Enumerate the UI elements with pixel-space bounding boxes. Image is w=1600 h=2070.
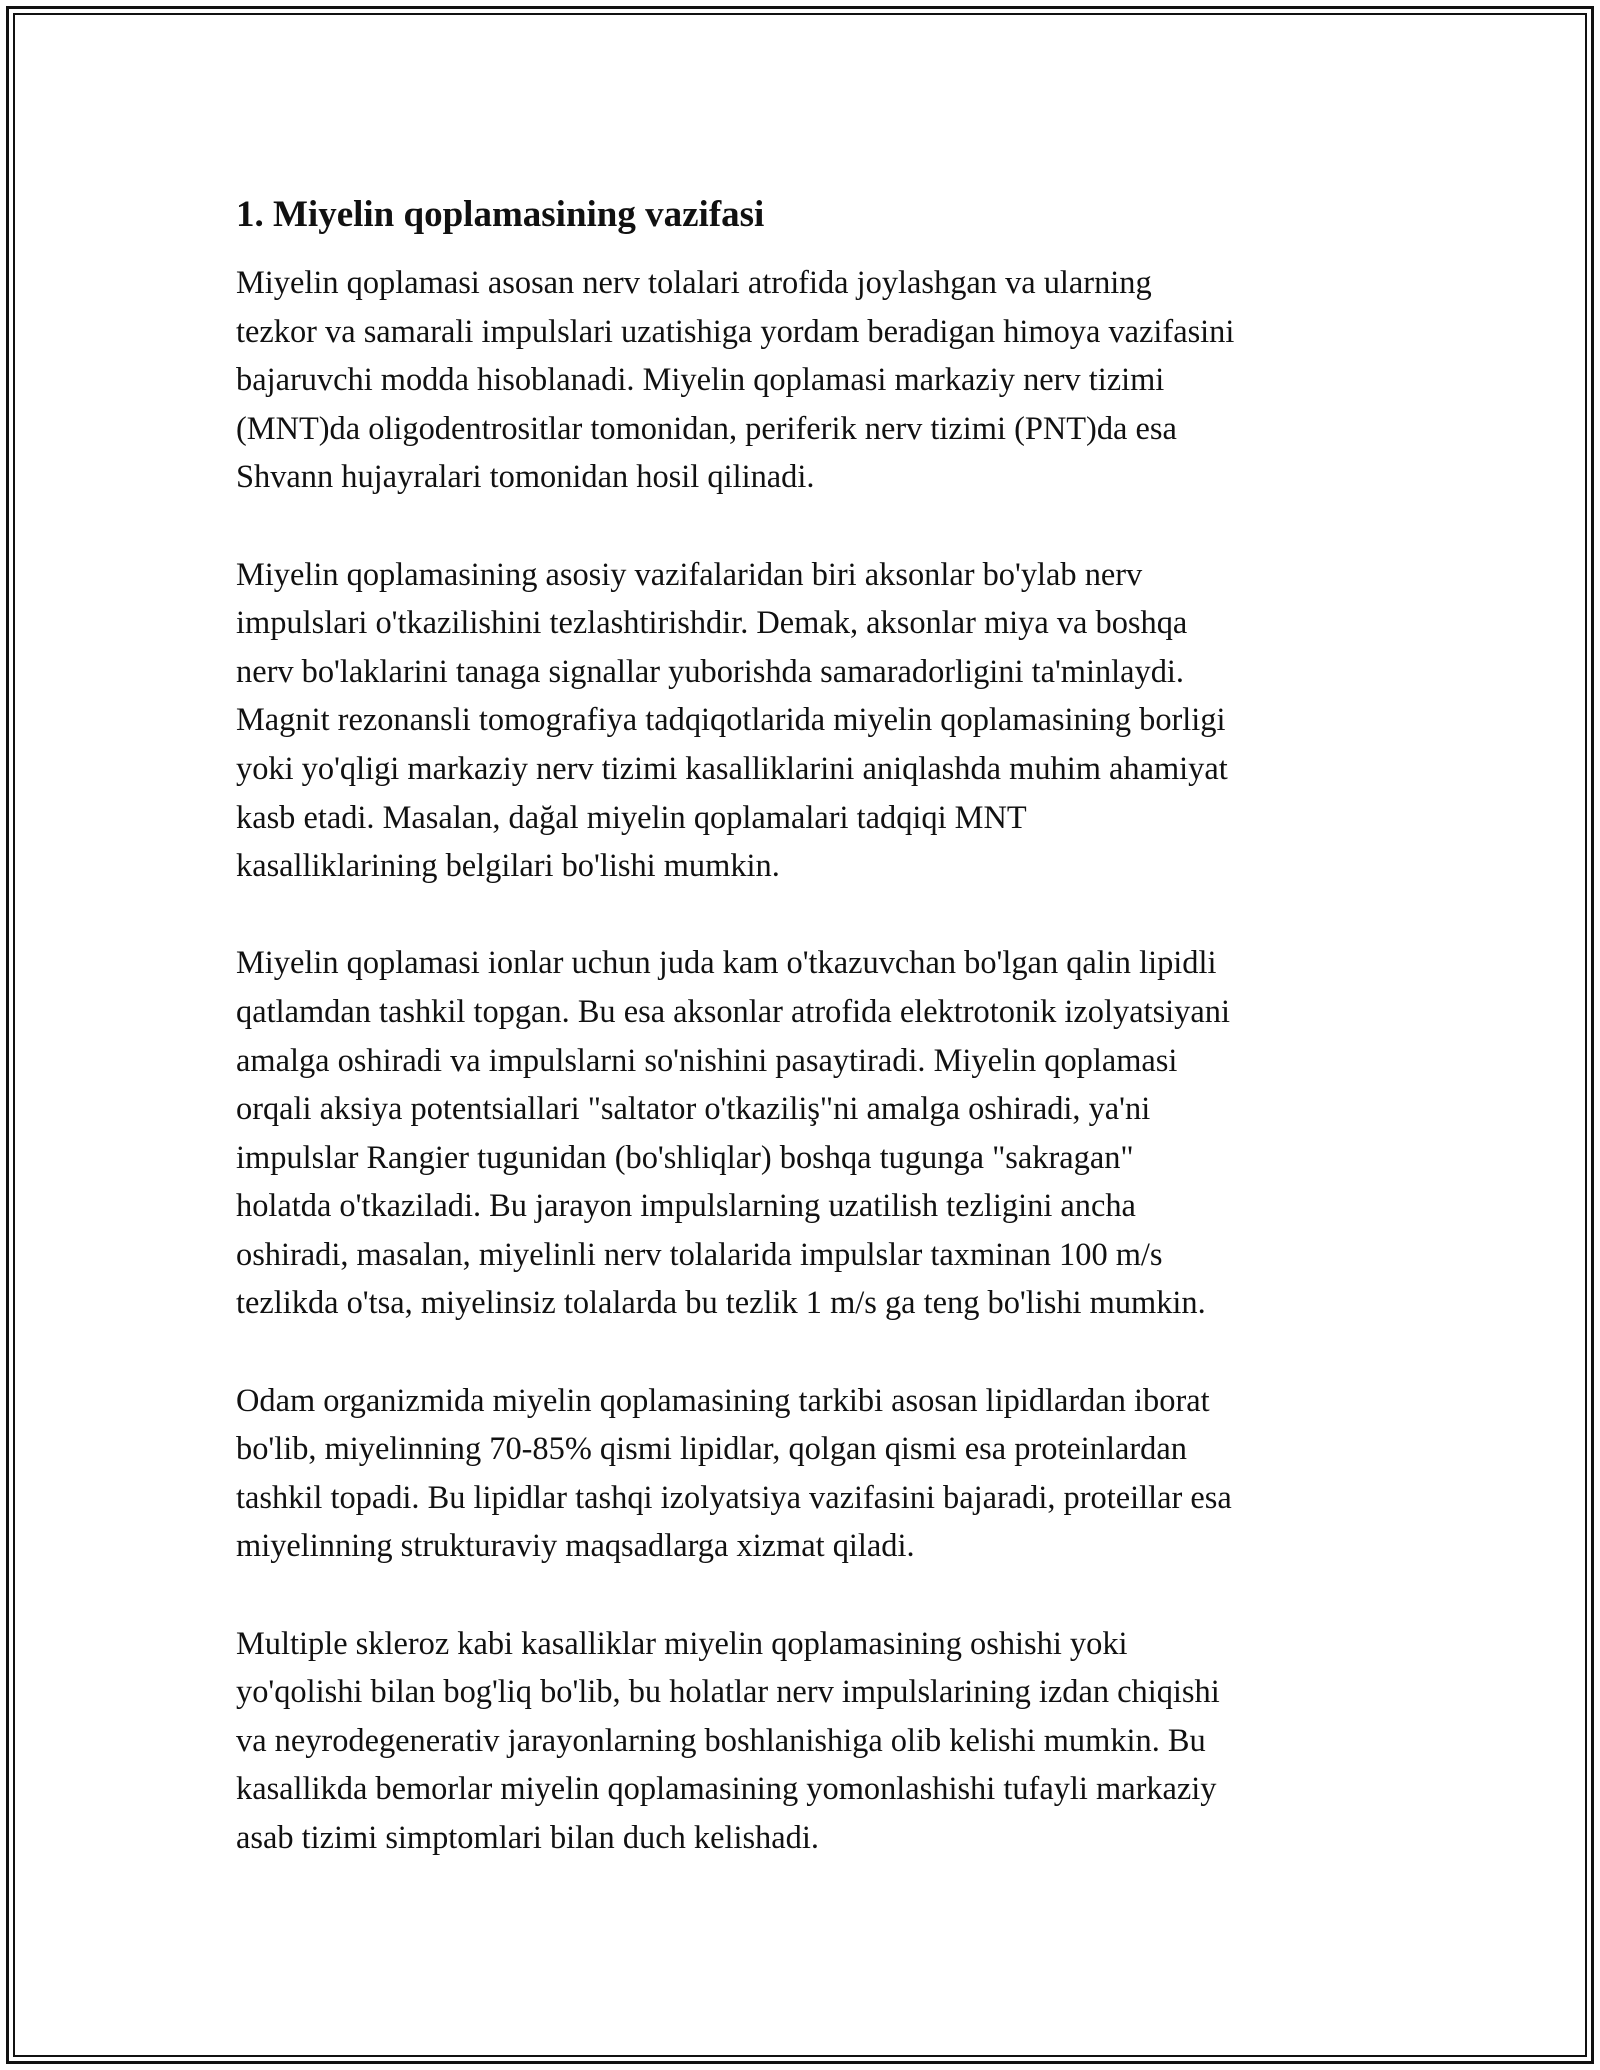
paragraph-line: amalga oshiradi va impulslarni so'nishini pasaytiradi. Miyelin qoplamasi — [236, 1042, 1178, 1079]
paragraph-line: bo'lib, miyelinning 70-85% qismi lipidlar, qolgan qismi esa proteinlardan — [236, 1431, 1187, 1468]
section-heading: 1. Miyelin qoplamasining vazifasi — [236, 194, 765, 235]
paragraph-line: impulslari o'tkazilishini tezlashtirishdir. Demak, aksonlar miya va boshqa — [236, 605, 1188, 642]
paragraph-line: bajaruvchi modda hisoblanadi. Miyelin qoplamasi markaziy nerv tizimi — [236, 362, 1165, 399]
paragraph-line: kasallikda bemorlar miyelin qoplamasining yomonlashishi tufayli markaziy — [236, 1771, 1217, 1808]
paragraph-line: tezlikda o'tsa, miyelinsiz tolalarda bu tezlik 1 m/s ga teng bo'lishi mumkin. — [236, 1285, 1206, 1322]
paragraph-line: tezkor va samarali impulslari uzatishiga yordam beradigan himoya vazifasini — [236, 313, 1235, 350]
paragraph-4 — [236, 1377, 1386, 1571]
paragraph-line: impulslar Rangier tugunidan (bo'shliqlar) boshqa tugunga "sakragan" — [236, 1139, 1134, 1176]
paragraph-line: (MNT)da oligodentrositlar tomonidan, periferik nerv tizimi (PNT)da esa — [236, 410, 1177, 447]
paragraph-line: tashkil topadi. Bu lipidlar tashqi izolyatsiya vazifasini bajaradi, proteillar esa — [236, 1479, 1232, 1516]
paragraph-line: Odam organizmida miyelin qoplamasining tarkibi asosan lipidlardan iborat — [236, 1382, 1210, 1419]
document-body — [236, 180, 1386, 1911]
paragraph-line: Magnit rezonansli tomografiya tadqiqotlarida miyelin qoplamasining borligi — [236, 702, 1226, 739]
paragraph-3 — [236, 939, 1386, 1328]
paragraph-line: holatda o'tkaziladi. Bu jarayon impulslarning uzatilish tezligini ancha — [236, 1188, 1136, 1225]
paragraph-2 — [236, 551, 1386, 891]
paragraph-line: Miyelin qoplamasi ionlar uchun juda kam o'tkazuvchan bo'lgan qalin lipidli — [236, 945, 1217, 982]
paragraph-line: Miyelin qoplamasining asosiy vazifalaridan biri aksonlar bo'ylab nerv — [236, 556, 1143, 593]
paragraph-line: qatlamdan tashkil topgan. Bu esa aksonlar atrofida elektrotonik izolyatsiyani — [236, 993, 1230, 1030]
paragraph-1 — [236, 259, 1386, 502]
paragraph-line: Multiple skleroz kabi kasalliklar miyelin qoplamasining oshishi yoki — [236, 1625, 1128, 1662]
paragraph-line: va neyrodegenerativ jarayonlarning boshlanishiga olib kelishi mumkin. Bu — [236, 1722, 1206, 1759]
paragraph-line: yo'qolishi bilan bog'liq bo'lib, bu holatlar nerv impulslarining izdan chiqishi — [236, 1674, 1220, 1711]
paragraph-line: yoki yo'qligi markaziy nerv tizimi kasalliklarini aniqlashda muhim ahamiyat — [236, 750, 1228, 787]
paragraph-line: nerv bo'laklarini tanaga signallar yuborishda samaradorligini ta'minlaydi. — [236, 653, 1185, 690]
paragraph-line: Miyelin qoplamasi asosan nerv tolalari atrofida joylashgan va ularning — [236, 265, 1152, 301]
paragraph-line: kasalliklarining belgilari bo'lishi mumkin. — [236, 848, 780, 885]
paragraph-line: Shvann hujayralari tomonidan hosil qilinadi. — [236, 459, 815, 496]
paragraph-line: oshiradi, masalan, miyelinli nerv tolalarida impulslar taxminan 100 m/s — [236, 1236, 1163, 1273]
paragraph-line: miyelinning strukturaviy maqsadlarga xizmat qiladi. — [236, 1528, 915, 1565]
paragraph-line: asab tizimi simptomlari bilan duch kelishadi. — [236, 1820, 819, 1856]
paragraph-line: kasb etadi. Masalan, dağal miyelin qoplamalari tadqiqi MNT — [236, 799, 1027, 836]
paragraph-5 — [236, 1620, 1386, 1863]
paragraph-line: orqali aksiya potentsiallari "saltator o'tkaziliş"ni amalga oshiradi, ya'ni — [236, 1091, 1151, 1128]
